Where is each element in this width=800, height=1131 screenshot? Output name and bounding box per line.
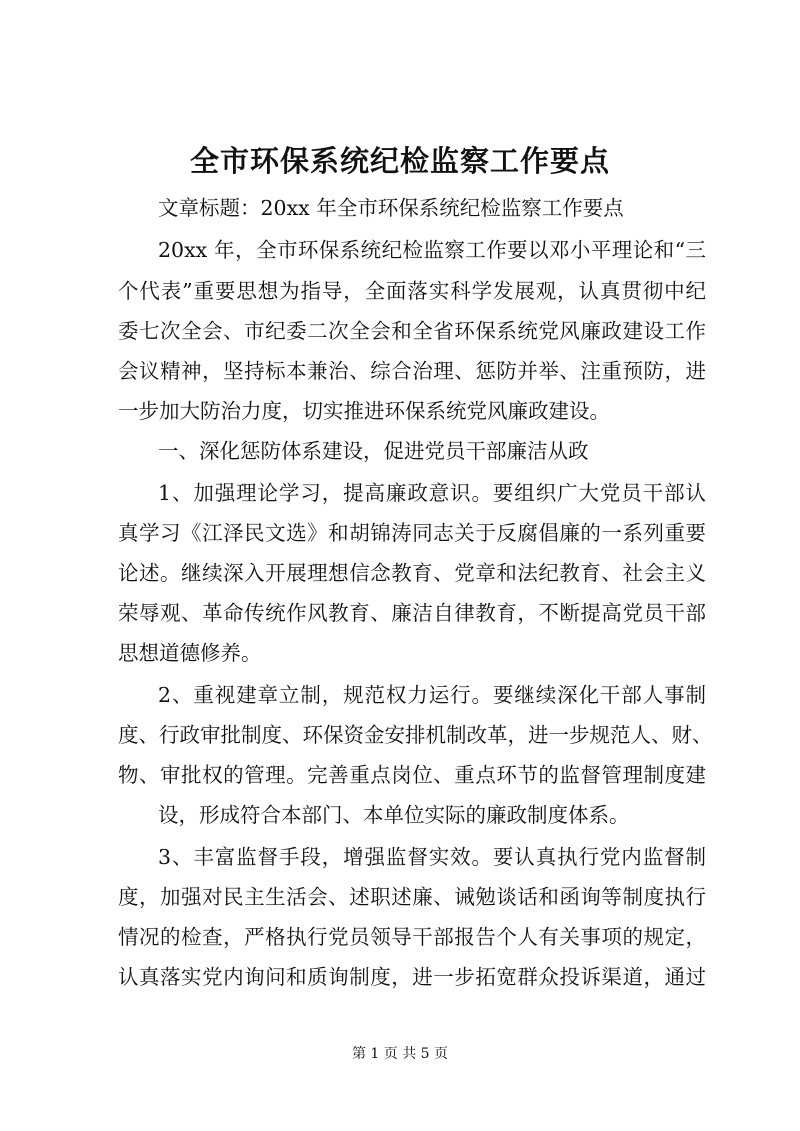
paragraph-line: 真学习《江泽民文选》和胡锦涛同志关于反腐倡廉的一系列重要: [118, 521, 706, 545]
paragraph-line: 个代表”重要思想为指导，全面落实科学发展观，认真贯彻中纪: [118, 279, 706, 303]
paragraph-line: 会议精神，坚持标本兼治、综合治理、惩防并举、注重预防，进: [118, 359, 706, 383]
paragraph-line: 荣辱观、革命传统作风教育、廉洁自律教育，不断提高党员干部: [118, 601, 706, 625]
paragraph-line: 物、审批权的管理。完善重点岗位、重点环节的监督管理制度建: [118, 763, 706, 787]
paragraph-line: 2、重视建章立制，规范权力运行。要继续深化干部人事制: [158, 683, 706, 707]
paragraph-line: 委七次全会、市纪委二次全会和全省环保系统党风廉政建设工作: [118, 319, 706, 343]
paragraph-line: 20xx 年，全市环保系统纪检监察工作要以邓小平理论和“三: [158, 238, 706, 262]
paragraph-line: 度、行政审批制度、环保资金安排机制改革，进一步规范人、财、: [118, 723, 713, 747]
paragraph-line: 认真落实党内询问和质询制度，进一步拓宽群众投诉渠道，通过: [118, 965, 706, 989]
paragraph-line: 情况的检查，严格执行党员领导干部报告个人有关事项的规定，: [118, 925, 706, 949]
article-title-line: 文章标题：20xx 年全市环保系统纪检监察工作要点: [158, 196, 624, 220]
paragraph-line: 1、加强理论学习，提高廉政意识。要组织广大党员干部认: [158, 481, 706, 505]
paragraph-line: 论述。继续深入开展理想信念教育、党章和法纪教育、社会主义: [118, 561, 706, 585]
paragraph-line: 设，形成符合本部门、本单位实际的廉政制度体系。: [158, 803, 630, 827]
paragraph-line: 一步加大防治力度，切实推进环保系统党风廉政建设。: [118, 399, 610, 423]
paragraph-line: 思想道德修养。: [118, 641, 262, 665]
document-title: 全市环保系统纪检监察工作要点: [189, 144, 610, 178]
page-number-footer: 第 1 页 共 5 页: [351, 1046, 449, 1062]
paragraph-line: 3、丰富监督手段，增强监督实效。要认真执行党内监督制: [158, 845, 706, 869]
section-heading: 一、深化惩防体系建设，促进党员干部廉洁从政: [158, 439, 589, 463]
paragraph-line: 度，加强对民主生活会、述职述廉、诫勉谈话和函询等制度执行: [118, 885, 706, 909]
